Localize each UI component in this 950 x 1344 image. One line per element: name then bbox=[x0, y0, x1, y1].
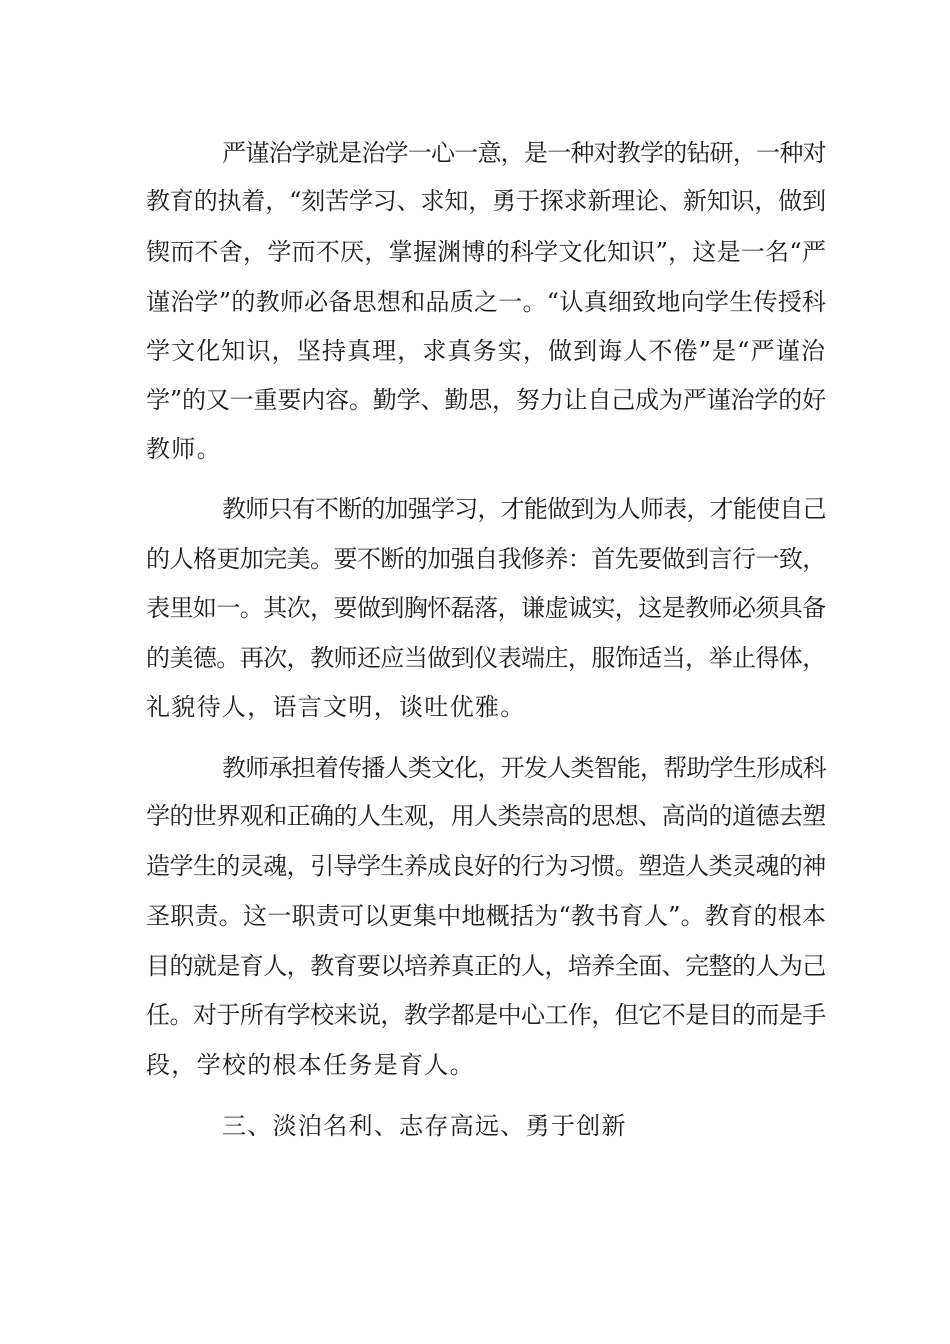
paragraph-1-line-5: 学文化知识，坚持真理，求真务实，做到诲人不倦”是“严谨治 bbox=[146, 337, 826, 365]
paragraph-3-line-4: 圣职责。这一职责可以更集中地概括为“教书育人”。教育的根本 bbox=[146, 902, 827, 930]
paragraph-2-line-1: 教师只有不断的加强学习，才能做到为人师表，才能使自己 bbox=[222, 495, 826, 523]
paragraph-2-line-2: 的人格更加完美。要不断的加强自我修养：首先要做到言行一致， bbox=[146, 545, 826, 573]
paragraph-3-line-5: 目的就是育人，教育要以培养真正的人，培养全面、完整的人为己 bbox=[146, 952, 826, 980]
paragraph-1-line-2: 教育的执着，“刻苦学习、求知，勇于探求新理论、新知识，做到 bbox=[146, 187, 826, 215]
paragraph-2-line-4: 的美德。再次，教师还应当做到仪表端庄，服饰适当，举止得体， bbox=[146, 644, 826, 672]
paragraph-3-line-1: 教师承担着传播人类文化，开发人类智能，帮助学生形成科 bbox=[222, 754, 826, 782]
paragraph-2-line-3: 表里如一。其次，要做到胸怀磊落，谦虚诚实，这是教师必须具备 bbox=[146, 594, 826, 622]
paragraph-3-line-2: 学的世界观和正确的人生观，用人类崇高的思想、高尚的道德去塑 bbox=[146, 802, 826, 830]
paragraph-1-line-3: 锲而不舍，学而不厌，掌握渊博的科学文化知识”，这是一名“严 bbox=[146, 238, 827, 266]
paragraph-3-line-6: 任。对于所有学校来说，教学都是中心工作，但它不是目的而是手 bbox=[146, 1001, 826, 1029]
paragraph-1-line-1: 严谨治学就是治学一心一意，是一种对教学的钻研，一种对 bbox=[222, 139, 826, 167]
paragraph-2-line-5: 礼貌待人，语言文明，谈吐优雅。 bbox=[146, 693, 526, 721]
paragraph-1-line-4: 谨治学”的教师必备思想和品质之一。“认真细致地向学生传授科 bbox=[146, 288, 827, 316]
paragraph-1-line-7: 教师。 bbox=[146, 435, 222, 463]
paragraph-1-line-6: 学”的又一重要内容。勤学、勤思，努力让自己成为严谨治学的好 bbox=[146, 386, 826, 414]
paragraph-3-line-3: 造学生的灵魂，引导学生养成良好的行为习惯。塑造人类灵魂的神 bbox=[146, 852, 826, 880]
section-heading: 三、淡泊名利、志存高远、勇于创新 bbox=[222, 1112, 627, 1140]
paragraph-3-line-7: 段，学校的根本任务是育人。 bbox=[146, 1051, 475, 1079]
